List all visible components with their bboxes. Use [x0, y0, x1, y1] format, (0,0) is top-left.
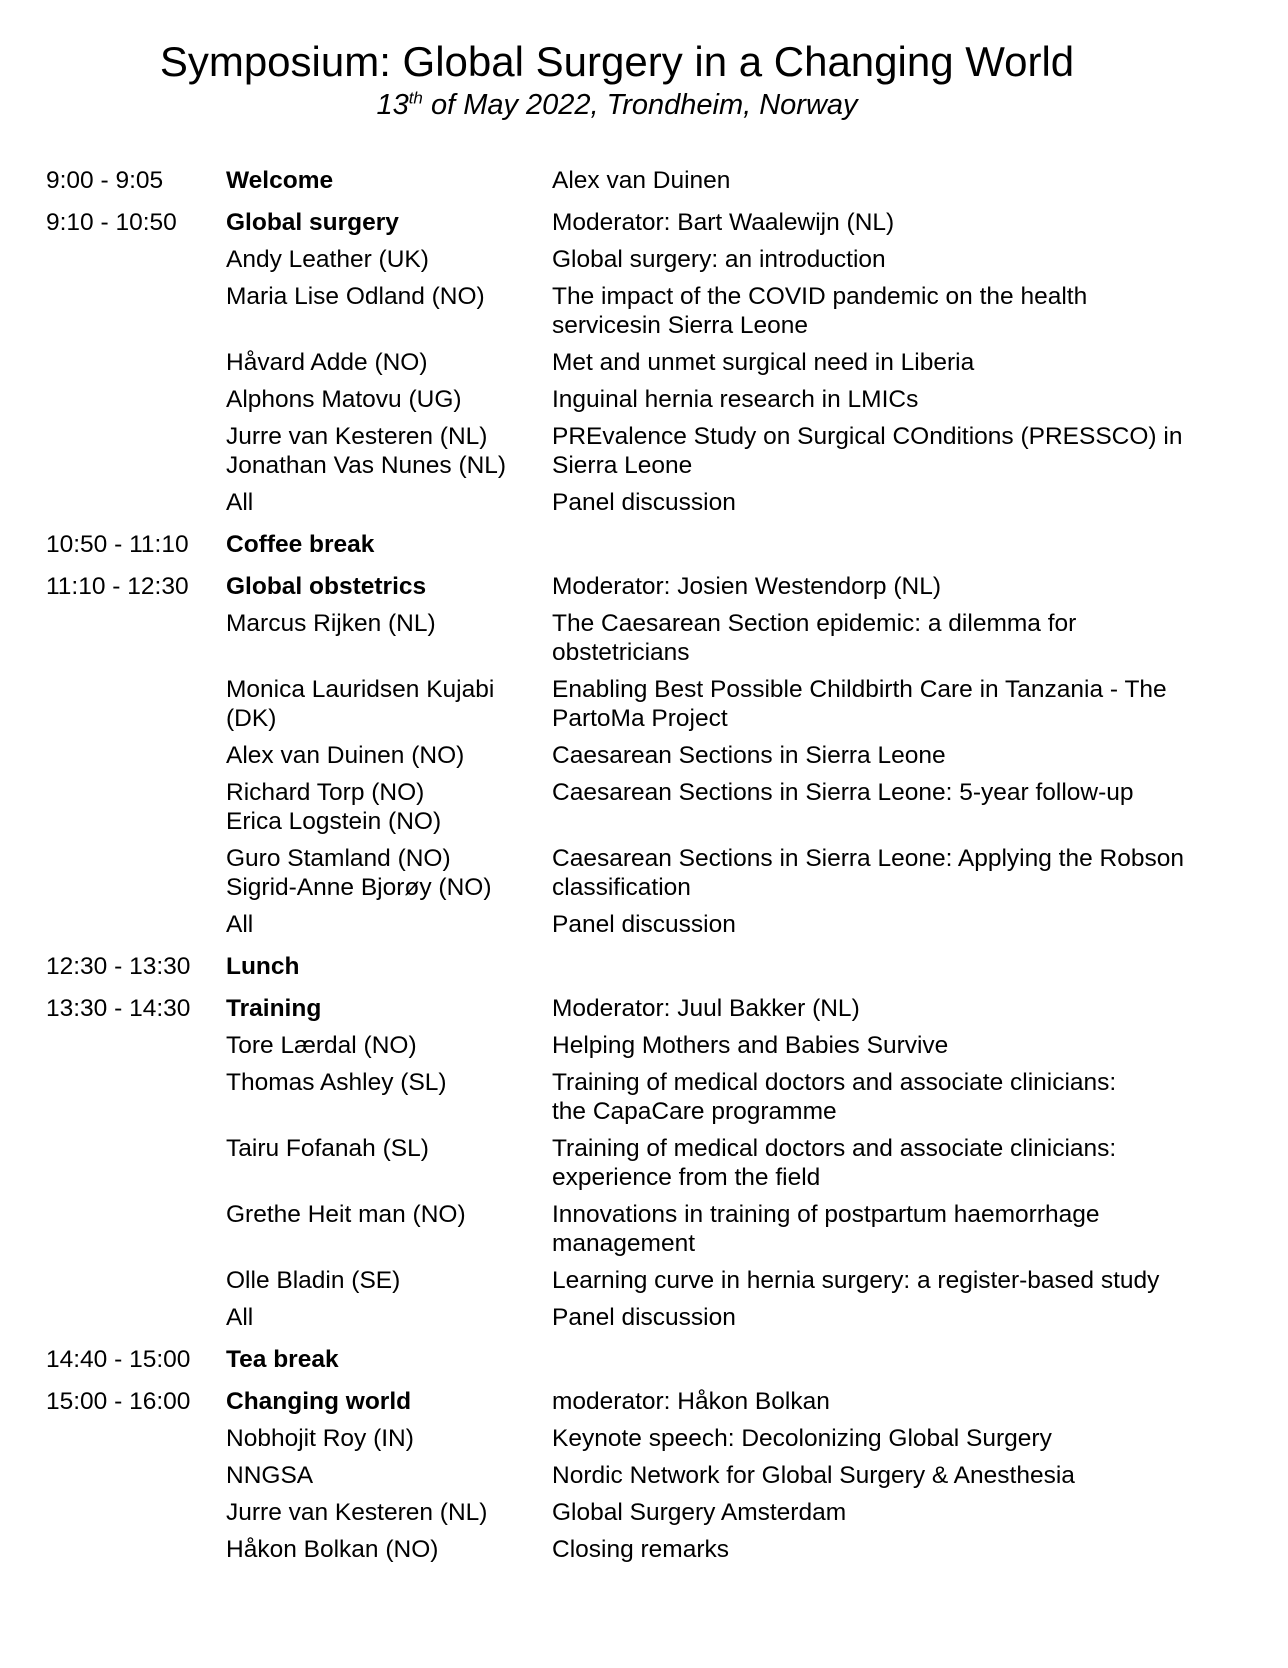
- topic-text: Learning curve in hernia surgery: a register-based study: [552, 1267, 1160, 1294]
- speaker-cell: [226, 282, 552, 311]
- topic-cell: [552, 1303, 1242, 1332]
- speaker-cell: [226, 844, 552, 902]
- session-header: [46, 994, 1246, 1023]
- program-item: [46, 1498, 1246, 1527]
- topic-cell: [552, 1031, 1242, 1060]
- topic-cell: [552, 385, 1242, 414]
- topic-text: Sierra Leone: [552, 452, 693, 479]
- speaker-name: Monica Lauridsen Kujabi: [226, 676, 495, 703]
- topic-text: Caesarean Sections in Sierra Leone: Applying the Robson: [552, 845, 1184, 872]
- program-item: [46, 385, 1246, 414]
- topic-cell: [552, 1200, 1242, 1258]
- topic-text: Training of medical doctors and associate clinicians:: [552, 1069, 1117, 1096]
- speaker-cell: [226, 1200, 552, 1229]
- speaker-cell: [226, 1535, 552, 1564]
- speaker-name: Olle Bladin (SE): [226, 1267, 401, 1294]
- session-lead: Alex van Duinen: [552, 167, 731, 194]
- speaker-name: Jurre van Kesteren (NL): [226, 1499, 488, 1526]
- speaker-cell: [226, 675, 552, 733]
- speaker-cell: [226, 385, 552, 414]
- session-block: [46, 994, 1246, 1332]
- session-time: 14:40 - 15:00: [46, 1346, 191, 1373]
- speaker-name: Andy Leather (UK): [226, 246, 429, 273]
- session-block: [46, 952, 1246, 981]
- session-block: [46, 530, 1246, 559]
- session-header: [46, 166, 1246, 195]
- topic-text: Keynote speech: Decolonizing Global Surgery: [552, 1425, 1052, 1452]
- program-item: [46, 1266, 1246, 1295]
- program-item: [46, 844, 1246, 902]
- topic-cell: [552, 741, 1242, 770]
- session-time: 15:00 - 16:00: [46, 1388, 191, 1415]
- session-title: Changing world: [226, 1388, 412, 1415]
- speaker-cell: [226, 1498, 552, 1527]
- session-time: 13:30 - 14:30: [46, 995, 191, 1022]
- session-title: Tea break: [226, 1346, 339, 1373]
- speaker-cell: [226, 1134, 552, 1163]
- session-lead: Moderator: Juul Bakker (NL): [552, 995, 860, 1022]
- session-block: [46, 572, 1246, 939]
- date-day: 13: [376, 89, 409, 121]
- speaker-name: All: [226, 911, 254, 938]
- speaker-cell: [226, 1031, 552, 1060]
- topic-cell: [552, 245, 1242, 274]
- speaker-name: Tore Lærdal (NO): [226, 1032, 417, 1059]
- speaker-name: Tairu Fofanah (SL): [226, 1135, 429, 1162]
- speaker-name: Marcus Rijken (NL): [226, 610, 436, 637]
- session-title: Coffee break: [226, 531, 375, 558]
- topic-text: the CapaCare programme: [552, 1098, 837, 1125]
- topic-text: Caesarean Sections in Sierra Leone: [552, 742, 946, 769]
- session-header: [46, 572, 1246, 601]
- speaker-name: Thomas Ashley (SL): [226, 1069, 447, 1096]
- speaker-name: Jurre van Kesteren (NL): [226, 423, 488, 450]
- date-rest: of May 2022, Trondheim, Norway: [422, 89, 858, 121]
- speaker-name: All: [226, 1304, 254, 1331]
- topic-text: Training of medical doctors and associate clinicians:: [552, 1135, 1117, 1162]
- session-time: 9:10 - 10:50: [46, 209, 177, 236]
- speaker-name: NNGSA: [226, 1462, 314, 1489]
- speaker-cell: [226, 741, 552, 770]
- topic-cell: [552, 422, 1242, 480]
- speaker-cell: [226, 609, 552, 638]
- program-item: [46, 488, 1246, 517]
- program-item: [46, 675, 1246, 733]
- session-header: [46, 208, 1246, 237]
- topic-text: PartoMa Project: [552, 705, 728, 732]
- topic-cell: [552, 910, 1242, 939]
- topic-text: PREvalence Study on Surgical COnditions (PRESSCO) in: [552, 423, 1183, 450]
- session-time: 11:10 - 12:30: [46, 573, 189, 600]
- topic-cell: [552, 844, 1242, 902]
- session-lead: Moderator: Josien Westendorp (NL): [552, 573, 941, 600]
- session-block: [46, 208, 1246, 517]
- session-title: Lunch: [226, 953, 300, 980]
- date-suffix: th: [408, 88, 423, 108]
- speaker-name: Nobhojit Roy (IN): [226, 1425, 414, 1452]
- topic-text: Enabling Best Possible Childbirth Care in Tanzania - The: [552, 676, 1167, 703]
- program-item: [46, 422, 1246, 480]
- session-lead: Moderator: Bart Waalewijn (NL): [552, 209, 895, 236]
- topic-text: Innovations in training of postpartum haemorrhage: [552, 1201, 1100, 1228]
- topic-text: Global surgery: an introduction: [552, 246, 886, 273]
- topic-cell: [552, 1535, 1242, 1564]
- session-title: Global surgery: [226, 209, 399, 236]
- speaker-cell: [226, 1424, 552, 1453]
- speaker-cell: [226, 488, 552, 517]
- topic-text: management: [552, 1230, 696, 1257]
- session-time: 9:00 - 9:05: [46, 167, 164, 194]
- program-item: [46, 1424, 1246, 1453]
- topic-text: obstetricians: [552, 639, 690, 666]
- program-item: [46, 1068, 1246, 1126]
- session-header: [46, 952, 1246, 981]
- program-item: [46, 348, 1246, 377]
- topic-cell: [552, 282, 1242, 340]
- document-subtitle: [0, 88, 1234, 122]
- topic-cell: [552, 609, 1242, 667]
- topic-text: servicesin Sierra Leone: [552, 312, 809, 339]
- topic-text: Caesarean Sections in Sierra Leone: 5-year follow-up: [552, 779, 1134, 806]
- speaker-cell: [226, 778, 552, 836]
- speaker-name: (DK): [226, 705, 277, 732]
- topic-cell: [552, 778, 1242, 807]
- program-schedule: [46, 166, 1246, 1577]
- topic-text: Closing remarks: [552, 1536, 729, 1563]
- topic-cell: [552, 1266, 1242, 1295]
- session-title: Welcome: [226, 167, 334, 194]
- session-time: 10:50 - 11:10: [46, 531, 189, 558]
- program-item: [46, 609, 1246, 667]
- program-item: [46, 778, 1246, 836]
- topic-cell: [552, 1498, 1242, 1527]
- speaker-name: Richard Torp (NO): [226, 779, 425, 806]
- speaker-name: Jonathan Vas Nunes (NL): [226, 452, 507, 479]
- speaker-name: Håkon Bolkan (NO): [226, 1536, 439, 1563]
- session-block: [46, 166, 1246, 195]
- speaker-cell: [226, 1068, 552, 1097]
- program-item: [46, 282, 1246, 340]
- speaker-name: Håvard Adde (NO): [226, 349, 428, 376]
- topic-text: Inguinal hernia research in LMICs: [552, 386, 919, 413]
- session-time: 12:30 - 13:30: [46, 953, 191, 980]
- topic-text: Nordic Network for Global Surgery & Anesthesia: [552, 1462, 1075, 1489]
- topic-text: Panel discussion: [552, 911, 736, 938]
- topic-text: classification: [552, 874, 691, 901]
- speaker-name: Erica Logstein (NO): [226, 808, 442, 835]
- topic-cell: [552, 1134, 1242, 1192]
- speaker-name: Grethe Heit man (NO): [226, 1201, 466, 1228]
- topic-cell: [552, 1461, 1242, 1490]
- program-item: [46, 910, 1246, 939]
- session-header: [46, 1387, 1246, 1416]
- topic-cell: [552, 348, 1242, 377]
- speaker-name: Alex van Duinen (NO): [226, 742, 465, 769]
- program-item: [46, 245, 1246, 274]
- session-block: [46, 1345, 1246, 1374]
- speaker-cell: [226, 245, 552, 274]
- session-header: [46, 530, 1246, 559]
- session-block: [46, 1387, 1246, 1564]
- topic-text: The Caesarean Section epidemic: a dilemma for: [552, 610, 1077, 637]
- topic-text: Met and unmet surgical need in Liberia: [552, 349, 975, 376]
- topic-text: Panel discussion: [552, 489, 736, 516]
- program-item: [46, 1535, 1246, 1564]
- speaker-name: Guro Stamland (NO): [226, 845, 451, 872]
- session-lead: moderator: Håkon Bolkan: [552, 1388, 830, 1415]
- document-title: Symposium: Global Surgery in a Changing World: [159, 38, 1075, 85]
- program-item: [46, 1200, 1246, 1258]
- speaker-name: All: [226, 489, 254, 516]
- topic-text: The impact of the COVID pandemic on the health: [552, 283, 1088, 310]
- topic-text: Helping Mothers and Babies Survive: [552, 1032, 949, 1059]
- session-header: [46, 1345, 1246, 1374]
- topic-text: Panel discussion: [552, 1304, 736, 1331]
- topic-cell: [552, 675, 1242, 733]
- program-item: [46, 1303, 1246, 1332]
- topic-cell: [552, 1068, 1242, 1126]
- speaker-cell: [226, 422, 552, 480]
- session-title: Global obstetrics: [226, 573, 427, 600]
- speaker-name: Alphons Matovu (UG): [226, 386, 462, 413]
- program-item: [46, 1461, 1246, 1490]
- program-item: [46, 741, 1246, 770]
- speaker-cell: [226, 910, 552, 939]
- speaker-cell: [226, 1266, 552, 1295]
- topic-text: experience from the field: [552, 1164, 821, 1191]
- speaker-cell: [226, 348, 552, 377]
- topic-cell: [552, 1424, 1242, 1453]
- program-item: [46, 1134, 1246, 1192]
- speaker-cell: [226, 1461, 552, 1490]
- speaker-name: Maria Lise Odland (NO): [226, 283, 485, 310]
- speaker-name: Sigrid-Anne Bjorøy (NO): [226, 874, 492, 901]
- speaker-cell: [226, 1303, 552, 1332]
- topic-cell: [552, 488, 1242, 517]
- topic-text: Global Surgery Amsterdam: [552, 1499, 847, 1526]
- program-item: [46, 1031, 1246, 1060]
- session-title: Training: [226, 995, 322, 1022]
